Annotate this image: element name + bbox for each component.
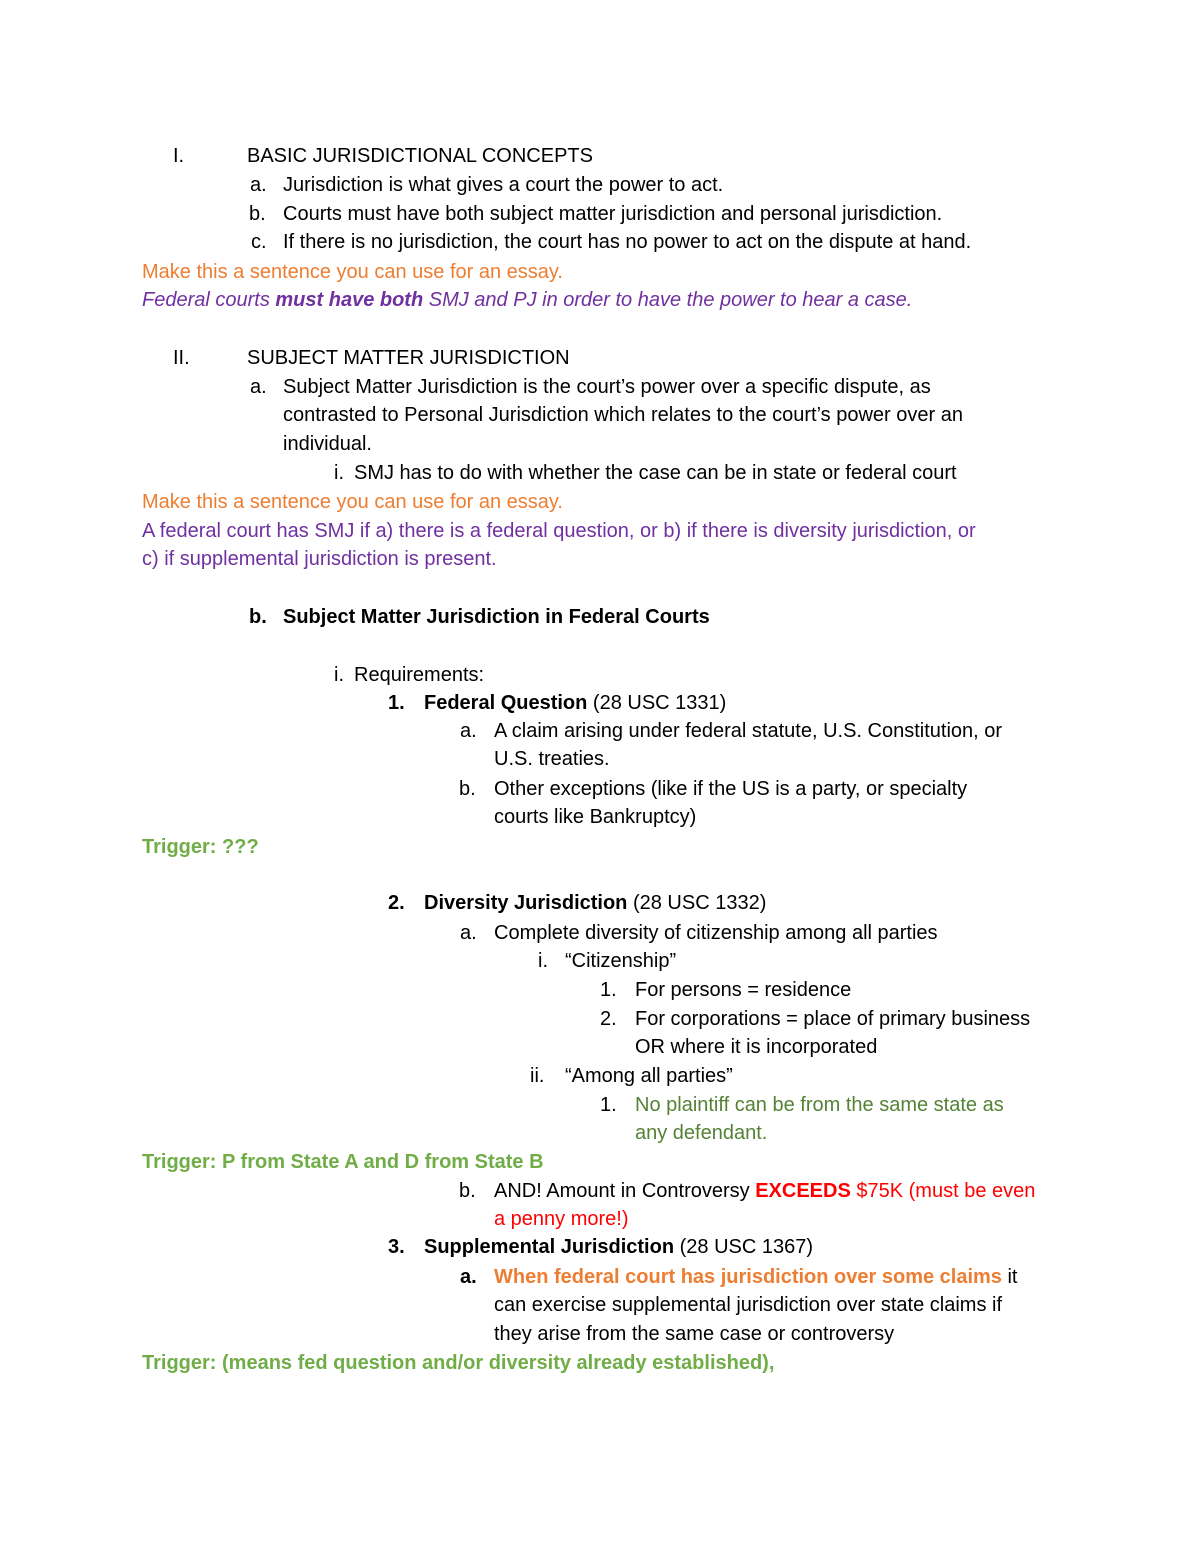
item-marker: i. [334, 462, 344, 484]
supplemental-a-line: can exercise supplemental jurisdiction over state claims if [494, 1294, 1002, 1316]
item-marker: 1. [600, 979, 617, 1001]
item-marker: a. [250, 376, 267, 398]
no-plaintiff-rule-line: any defendant. [635, 1122, 768, 1144]
essay-prompt: Make this a sentence you can use for an essay. [142, 261, 563, 283]
item-marker: a. [250, 174, 267, 196]
essay-prompt: Make this a sentence you can use for an essay. [142, 491, 563, 513]
federal-question-b-line: Other exceptions (like if the US is a party, or specialty [494, 778, 968, 800]
item-marker: b. [249, 203, 266, 225]
federal-question-a-line: U.S. treaties. [494, 748, 610, 770]
amount-in-controversy-line-2: a penny more!) [494, 1208, 629, 1230]
item-marker: a. [460, 922, 477, 944]
no-plaintiff-rule-line: No plaintiff can be from the same state as [635, 1094, 1004, 1116]
item-marker: i. [538, 950, 548, 972]
citizenship-persons: For persons = residence [635, 979, 852, 1001]
essay-sentence-line: c) if supplemental jurisdiction is present. [142, 548, 497, 570]
federal-question-b-line: courts like Bankruptcy) [494, 806, 697, 828]
item-marker: 1. [388, 692, 405, 714]
trigger-diversity: Trigger: P from State A and D from State B [142, 1151, 544, 1173]
item-marker: b. [459, 1180, 476, 1202]
trigger-federal-question: Trigger: ??? [142, 836, 259, 858]
among-all-parties-heading: “Among all parties” [565, 1065, 733, 1087]
federal-courts-heading: Subject Matter Jurisdiction in Federal Courts [283, 606, 710, 628]
item-marker: 2. [600, 1008, 617, 1030]
item-marker: i. [334, 664, 344, 686]
trigger-supplemental: Trigger: (means fed question and/or diversity already established), [142, 1352, 775, 1374]
item-marker: b. [459, 778, 476, 800]
section-1-item-b: Courts must have both subject matter jurisdiction and personal jurisdiction. [283, 203, 943, 225]
essay-sentence-line: A federal court has SMJ if a) there is a federal question, or b) if there is diversity jurisdiction, or [142, 520, 976, 542]
citizenship-heading: “Citizenship” [565, 950, 677, 972]
item-marker: a. [460, 1266, 477, 1288]
diversity-a: Complete diversity of citizenship among all parties [494, 922, 938, 944]
diversity-title: Diversity Jurisdiction (28 USC 1332) [424, 892, 767, 914]
item-marker: b. [249, 606, 267, 628]
item-marker: 3. [388, 1236, 405, 1258]
amount-in-controversy: AND! Amount in Controversy EXCEEDS $75K (must be even [494, 1180, 1036, 1202]
supplemental-a-line: they arise from the same case or controversy [494, 1323, 895, 1345]
section-1-item-a: Jurisdiction is what gives a court the power to act. [283, 174, 724, 196]
item-marker: c. [251, 231, 267, 253]
citizenship-corporations-line: OR where it is incorporated [635, 1036, 878, 1058]
section-1-item-c: If there is no jurisdiction, the court has no power to act on the dispute at hand. [283, 231, 972, 253]
item-marker: a. [460, 720, 477, 742]
requirements-label: Requirements: [354, 664, 485, 686]
supplemental-title: Supplemental Jurisdiction (28 USC 1367) [424, 1236, 814, 1258]
item-marker: 1. [600, 1094, 617, 1116]
citizenship-corporations-line: For corporations = place of primary business [635, 1008, 1031, 1030]
item-marker: ii. [530, 1065, 545, 1087]
section-2-item-a-line: individual. [283, 433, 372, 455]
section-2-item-a-line: contrasted to Personal Jurisdiction which relates to the court’s power over an [283, 404, 963, 426]
section-2-numeral: II. [173, 347, 190, 369]
section-2-item-a-line: Subject Matter Jurisdiction is the court’s power over a specific dispute, as [283, 376, 931, 398]
smj-sub-item: SMJ has to do with whether the case can be in state or federal court [354, 462, 957, 484]
supplemental-a-line: When federal court has jurisdiction over some claims it [494, 1266, 1018, 1288]
essay-sentence: Federal courts must have both SMJ and PJ in order to have the power to hear a case. [142, 289, 913, 311]
item-marker: 2. [388, 892, 405, 914]
section-2-heading: SUBJECT MATTER JURISDICTION [247, 347, 570, 369]
section-1-heading: BASIC JURISDICTIONAL CONCEPTS [247, 145, 593, 167]
federal-question-title: Federal Question (28 USC 1331) [424, 692, 727, 714]
section-1-numeral: I. [173, 145, 185, 167]
federal-question-a-line: A claim arising under federal statute, U.S. Constitution, or [494, 720, 1003, 742]
